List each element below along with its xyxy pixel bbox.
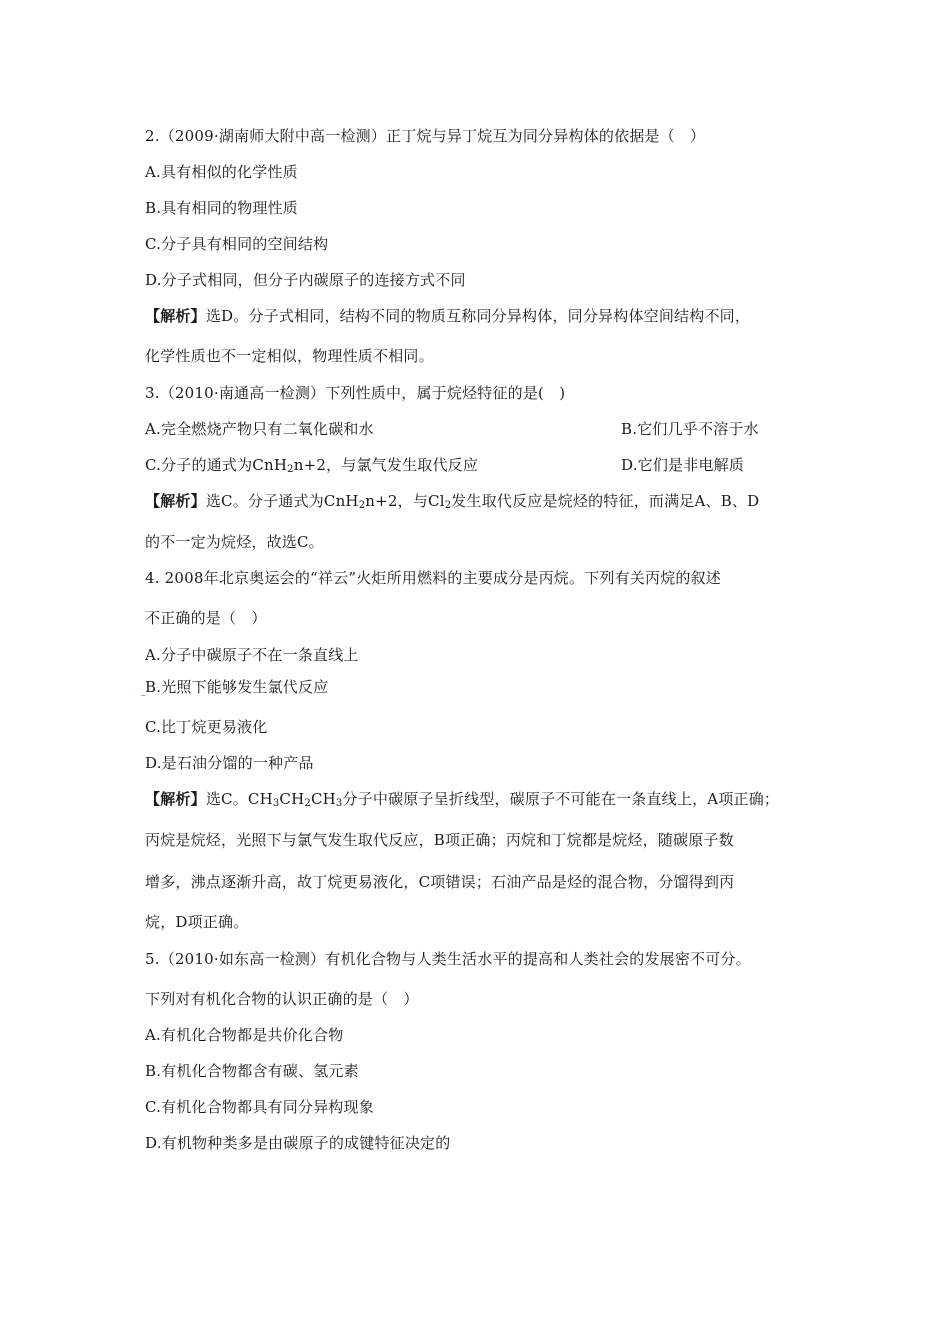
q2-analysis-line-1: 【解析】选D。分子式相同，结构不同的物质互称同分异构体，同分异构体空间结构不同， (145, 307, 751, 325)
q3-option-b: B.它们几乎不溶于水 (621, 420, 759, 438)
q3-option-a: A.完全燃烧产物只有二氧化碳和水 (145, 420, 374, 438)
q2-option-c: C.分子具有相同的空间结构 (145, 235, 329, 253)
q4-analysis-line-1: 【解析】选C。$CH_3CH_2CH_3$分子中碳原子呈折线型，碳原子不可能在一条直线上，A项正确； (145, 790, 780, 809)
q5-stem-line-1: 5.（2010·如东高一检测）有机化合物与人类生活水平的提高和人类社会的发展密不可分。 (145, 950, 751, 968)
analysis-tag: 【解析】 (145, 492, 206, 510)
q2-option-d: D.分子式相同，但分子内碳原子的连接方式不同 (145, 271, 466, 289)
q3-analysis-line-1: 【解析】选C。分子通式为CnH$_2$n+2，与$Cl_2$发生取代反应是烷烃的特征，而满足A、B、D (145, 492, 760, 511)
q2-option-a: A.具有相似的化学性质 (145, 163, 298, 181)
q4-analysis-line-4: 烷，D项正确。 (145, 913, 249, 931)
analysis-tag: 【解析】 (145, 307, 206, 325)
q2-option-b: B.具有相同的物理性质 (145, 199, 298, 217)
q2-analysis-line-2: 化学性质也不一定相似，物理性质不相同。 (145, 347, 434, 365)
q4-option-a: A.分子中碳原子不在一条直线上 (145, 646, 359, 664)
q2-stem: 2.（2009·湖南师大附中高一检测）正丁烷与异丁烷互为同分异构体的依据是（ ） (145, 127, 706, 145)
q4-analysis-line-2: 丙烷是烷烃，光照下与氯气发生取代反应，B项正确；丙烷和丁烷都是烷烃，随碳原子数 (145, 831, 734, 849)
q5-option-b: B.有机化合物都含有碳、氢元素 (145, 1062, 359, 1080)
q3-analysis-line-2: 的不一定为烷烃，故选C。 (145, 533, 324, 551)
q5-option-d: D.有机物种类多是由碳原子的成键特征决定的 (145, 1134, 451, 1152)
q4-option-c: C.比丁烷更易液化 (145, 718, 268, 736)
q4-stem-line-1: 4. 2008年北京奥运会的“祥云”火炬所用燃料的主要成分是丙烷。下列有关丙烷的叙述 (145, 569, 721, 587)
q3-option-c: C.分子的通式为CnH$_2$n+2，与氯气发生取代反应 (145, 456, 479, 475)
analysis-tag: 【解析】 (145, 790, 206, 808)
q3-option-d: D.它们是非电解质 (621, 456, 745, 474)
q4-analysis-line-3: 增多，沸点逐渐升高，故丁烷更易液化，C项错误；石油产品是烃的混合物，分馏得到丙 (145, 873, 735, 891)
q5-stem-line-2: 下列对有机化合物的认识正确的是（ ） (145, 990, 419, 1008)
q4-option-d: D.是石油分馏的一种产品 (145, 754, 314, 772)
q3-stem: 3.（2010·南通高一检测）下列性质中，属于烷烃特征的是( ) (145, 384, 566, 402)
q5-option-a: A.有机化合物都是共价化合物 (145, 1026, 344, 1044)
q5-option-c: C.有机化合物都具有同分异构现象 (145, 1098, 374, 1116)
q4-option-b: B.光照下能够发生氯代反应 (145, 678, 329, 696)
q4-stem-line-2: 不正确的是（ ） (145, 609, 267, 627)
